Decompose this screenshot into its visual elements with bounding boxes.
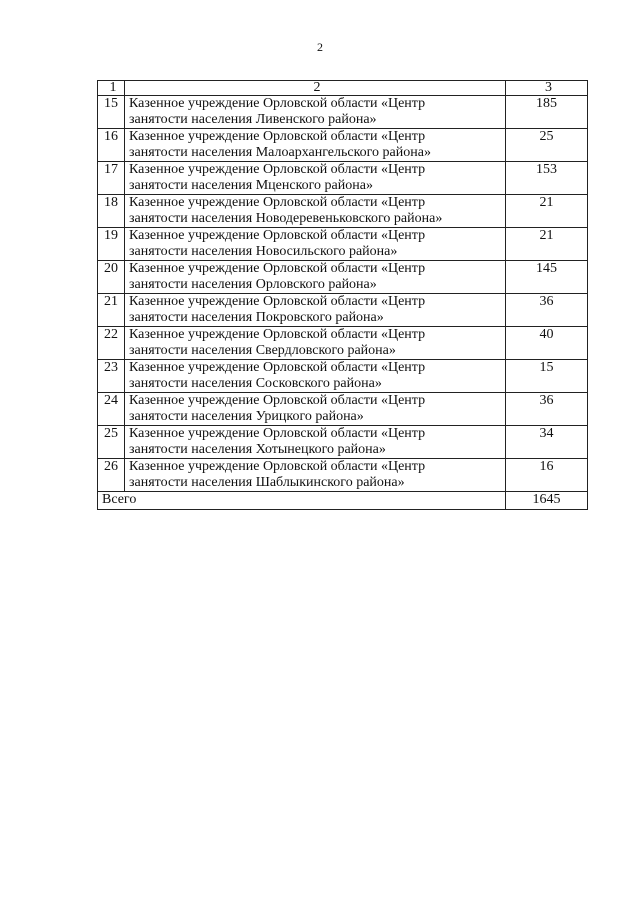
row-value: 40 <box>506 327 588 360</box>
institution-name <box>125 327 506 360</box>
row-number: 16 <box>98 129 125 162</box>
institution-name-line-1: Казенное учреждение Орловской области «Центр <box>129 162 426 177</box>
row-number: 17 <box>98 162 125 195</box>
table-row <box>98 228 588 261</box>
institution-name <box>125 393 506 426</box>
row-value: 185 <box>506 96 588 129</box>
row-number: 22 <box>98 327 125 360</box>
row-value: 153 <box>506 162 588 195</box>
row-number: 21 <box>98 294 125 327</box>
institution-name-line-1: Казенное учреждение Орловской области «Центр <box>129 393 426 408</box>
institution-name-line-1: Казенное учреждение Орловской области «Центр <box>129 360 426 375</box>
column-header-1: 1 <box>98 81 125 96</box>
institution-name-line-1: Казенное учреждение Орловской области «Центр <box>129 327 426 342</box>
total-value: 1645 <box>506 492 588 510</box>
table-row <box>98 459 588 492</box>
table-row <box>98 129 588 162</box>
institution-name <box>125 195 506 228</box>
table-row <box>98 327 588 360</box>
institution-name-line-2: занятости населения Мценского района» <box>129 178 373 193</box>
institution-name <box>125 129 506 162</box>
row-number: 25 <box>98 426 125 459</box>
table-row <box>98 162 588 195</box>
table-row <box>98 261 588 294</box>
institution-name <box>125 360 506 393</box>
institution-name-line-2: занятости населения Сосковского района» <box>129 376 382 391</box>
total-row <box>98 492 588 510</box>
institution-name-line-1: Казенное учреждение Орловской области «Центр <box>129 459 426 474</box>
table-body <box>98 81 588 510</box>
row-value: 36 <box>506 294 588 327</box>
row-number: 19 <box>98 228 125 261</box>
table-row <box>98 426 588 459</box>
allocation-table <box>97 80 588 510</box>
row-value: 16 <box>506 459 588 492</box>
institution-name-line-2: занятости населения Новодеревеньковского района» <box>129 211 443 226</box>
row-number: 24 <box>98 393 125 426</box>
institution-name-line-2: занятости населения Ливенского района» <box>129 112 377 127</box>
institution-name-line-1: Казенное учреждение Орловской области «Центр <box>129 96 426 111</box>
institution-name <box>125 294 506 327</box>
institution-name <box>125 96 506 129</box>
institution-name-line-2: занятости населения Орловского района» <box>129 277 377 292</box>
institution-name-line-1: Казенное учреждение Орловской области «Центр <box>129 261 426 276</box>
institution-name <box>125 459 506 492</box>
table-header-row <box>98 81 588 96</box>
column-header-3: 3 <box>506 81 588 96</box>
row-value: 15 <box>506 360 588 393</box>
row-value: 25 <box>506 129 588 162</box>
institution-name-line-2: занятости населения Новосильского района» <box>129 244 398 259</box>
institution-name-line-1: Казенное учреждение Орловской области «Центр <box>129 228 426 243</box>
table-row <box>98 360 588 393</box>
row-value: 36 <box>506 393 588 426</box>
row-value: 21 <box>506 195 588 228</box>
institution-name-line-1: Казенное учреждение Орловской области «Центр <box>129 195 426 210</box>
institution-name <box>125 426 506 459</box>
table-row <box>98 96 588 129</box>
row-value: 34 <box>506 426 588 459</box>
institution-name-line-2: занятости населения Урицкого района» <box>129 409 364 424</box>
table-row <box>98 195 588 228</box>
institution-name-line-1: Казенное учреждение Орловской области «Центр <box>129 294 426 309</box>
institution-name-line-2: занятости населения Шаблыкинского района» <box>129 475 405 490</box>
row-number: 18 <box>98 195 125 228</box>
institution-name-line-1: Казенное учреждение Орловской области «Центр <box>129 426 426 441</box>
total-label: Всего <box>98 492 506 510</box>
institution-name-line-1: Казенное учреждение Орловской области «Центр <box>129 129 426 144</box>
page-number: 2 <box>317 40 323 54</box>
row-number: 26 <box>98 459 125 492</box>
column-header-2: 2 <box>125 81 506 96</box>
row-value: 145 <box>506 261 588 294</box>
institution-name-line-2: занятости населения Покровского района» <box>129 310 384 325</box>
institution-name-line-2: занятости населения Хотынецкого района» <box>129 442 386 457</box>
row-number: 20 <box>98 261 125 294</box>
table-row <box>98 294 588 327</box>
row-number: 23 <box>98 360 125 393</box>
institution-name <box>125 261 506 294</box>
table-row <box>98 393 588 426</box>
institution-name <box>125 228 506 261</box>
row-number: 15 <box>98 96 125 129</box>
institution-name-line-2: занятости населения Свердловского района» <box>129 343 396 358</box>
institution-name <box>125 162 506 195</box>
row-value: 21 <box>506 228 588 261</box>
institution-name-line-2: занятости населения Малоархангельского района» <box>129 145 431 160</box>
